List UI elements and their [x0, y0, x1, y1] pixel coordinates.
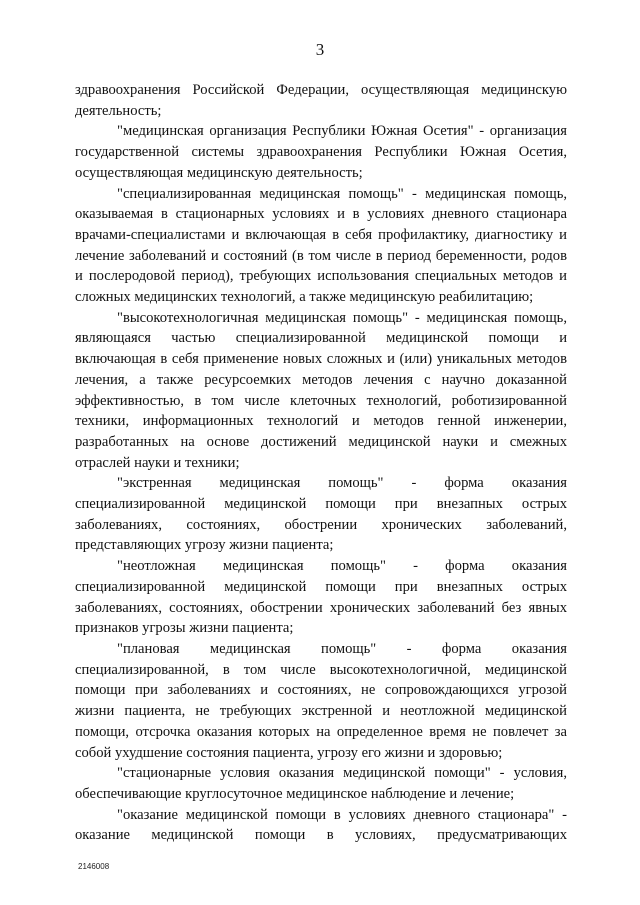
document-body	[75, 80, 567, 846]
paragraph-definition-day-hospital: "оказание медицинской помощи в условиях дневного стационара" - оказание медицинской помощи в условиях, предусматривающих	[75, 806, 567, 844]
paragraph-definition-planned-care: "плановая медицинская помощь" - форма оказания специализированной, в том числе высокотехнологичной, медицинской помощи при заболеваниях и состояниях, не сопровождающихся угрозой жизни пациента, не требующих экстренной и неотложной медицинской помощи, отсрочка оказания которых на определенное время не повлечет за собой ухудшение состояния пациента, угрозу его жизни и здоровью;	[75, 640, 567, 761]
paragraph-continuation: здравоохранения Российской Федерации, осуществляющая медицинскую деятельность;	[75, 82, 567, 119]
paragraph-definition-urgent-care: "неотложная медицинская помощь" - форма оказания специализированной медицинской помощи при внезапных острых заболеваниях, состояниях, обострении хронических заболеваний без явных признаков угрозы жизни пациента;	[75, 558, 567, 637]
document-code: 2146008	[78, 862, 110, 871]
paragraph-definition-medical-organization-south-ossetia: "медицинская организация Республики Южная Осетия" - организация государственной системы здравоохранения Республики Южная Осетия, осуществляющая медицинскую деятельность;	[75, 123, 567, 181]
paragraph-definition-emergency-care: "экстренная медицинская помощь" - форма оказания специализированной медицинской помощи при внезапных острых заболеваниях, состояниях, обострении хронических заболеваний, представляющих угрозу жизни пациента;	[75, 475, 567, 554]
paragraph-definition-inpatient-conditions: "стационарные условия оказания медицинской помощи" - условия, обеспечивающие круглосуточное медицинское наблюдение и лечение;	[75, 765, 567, 802]
page-number: 3	[315, 40, 325, 59]
paragraph-definition-specialized-care: "специализированная медицинская помощь" - медицинская помощь, оказываемая в стационарных условиях и в условиях дневного стационара врачами-специалистами и включающая в себя профилактику, диагностику и лечение заболеваний и состояний (в том числе в период беременности, родов и послеродовой период), требующих использования специальных методов и сложных медицинских технологий, а также медицинскую реабилитацию;	[75, 185, 567, 306]
paragraph-definition-high-tech-care: "высокотехнологичная медицинская помощь" - медицинская помощь, являющаяся частью специализированной медицинской помощи и включающая в себя применение новых сложных и (или) уникальных методов лечения, а также ресурсоемких методов лечения с научно доказанной эффективностью, в том числе клеточных технологий, роботизированной техники, информационных технологий и методов генной инженерии, разработанных на основе достижений медицинской науки и смежных отраслей науки и техники;	[75, 309, 567, 471]
